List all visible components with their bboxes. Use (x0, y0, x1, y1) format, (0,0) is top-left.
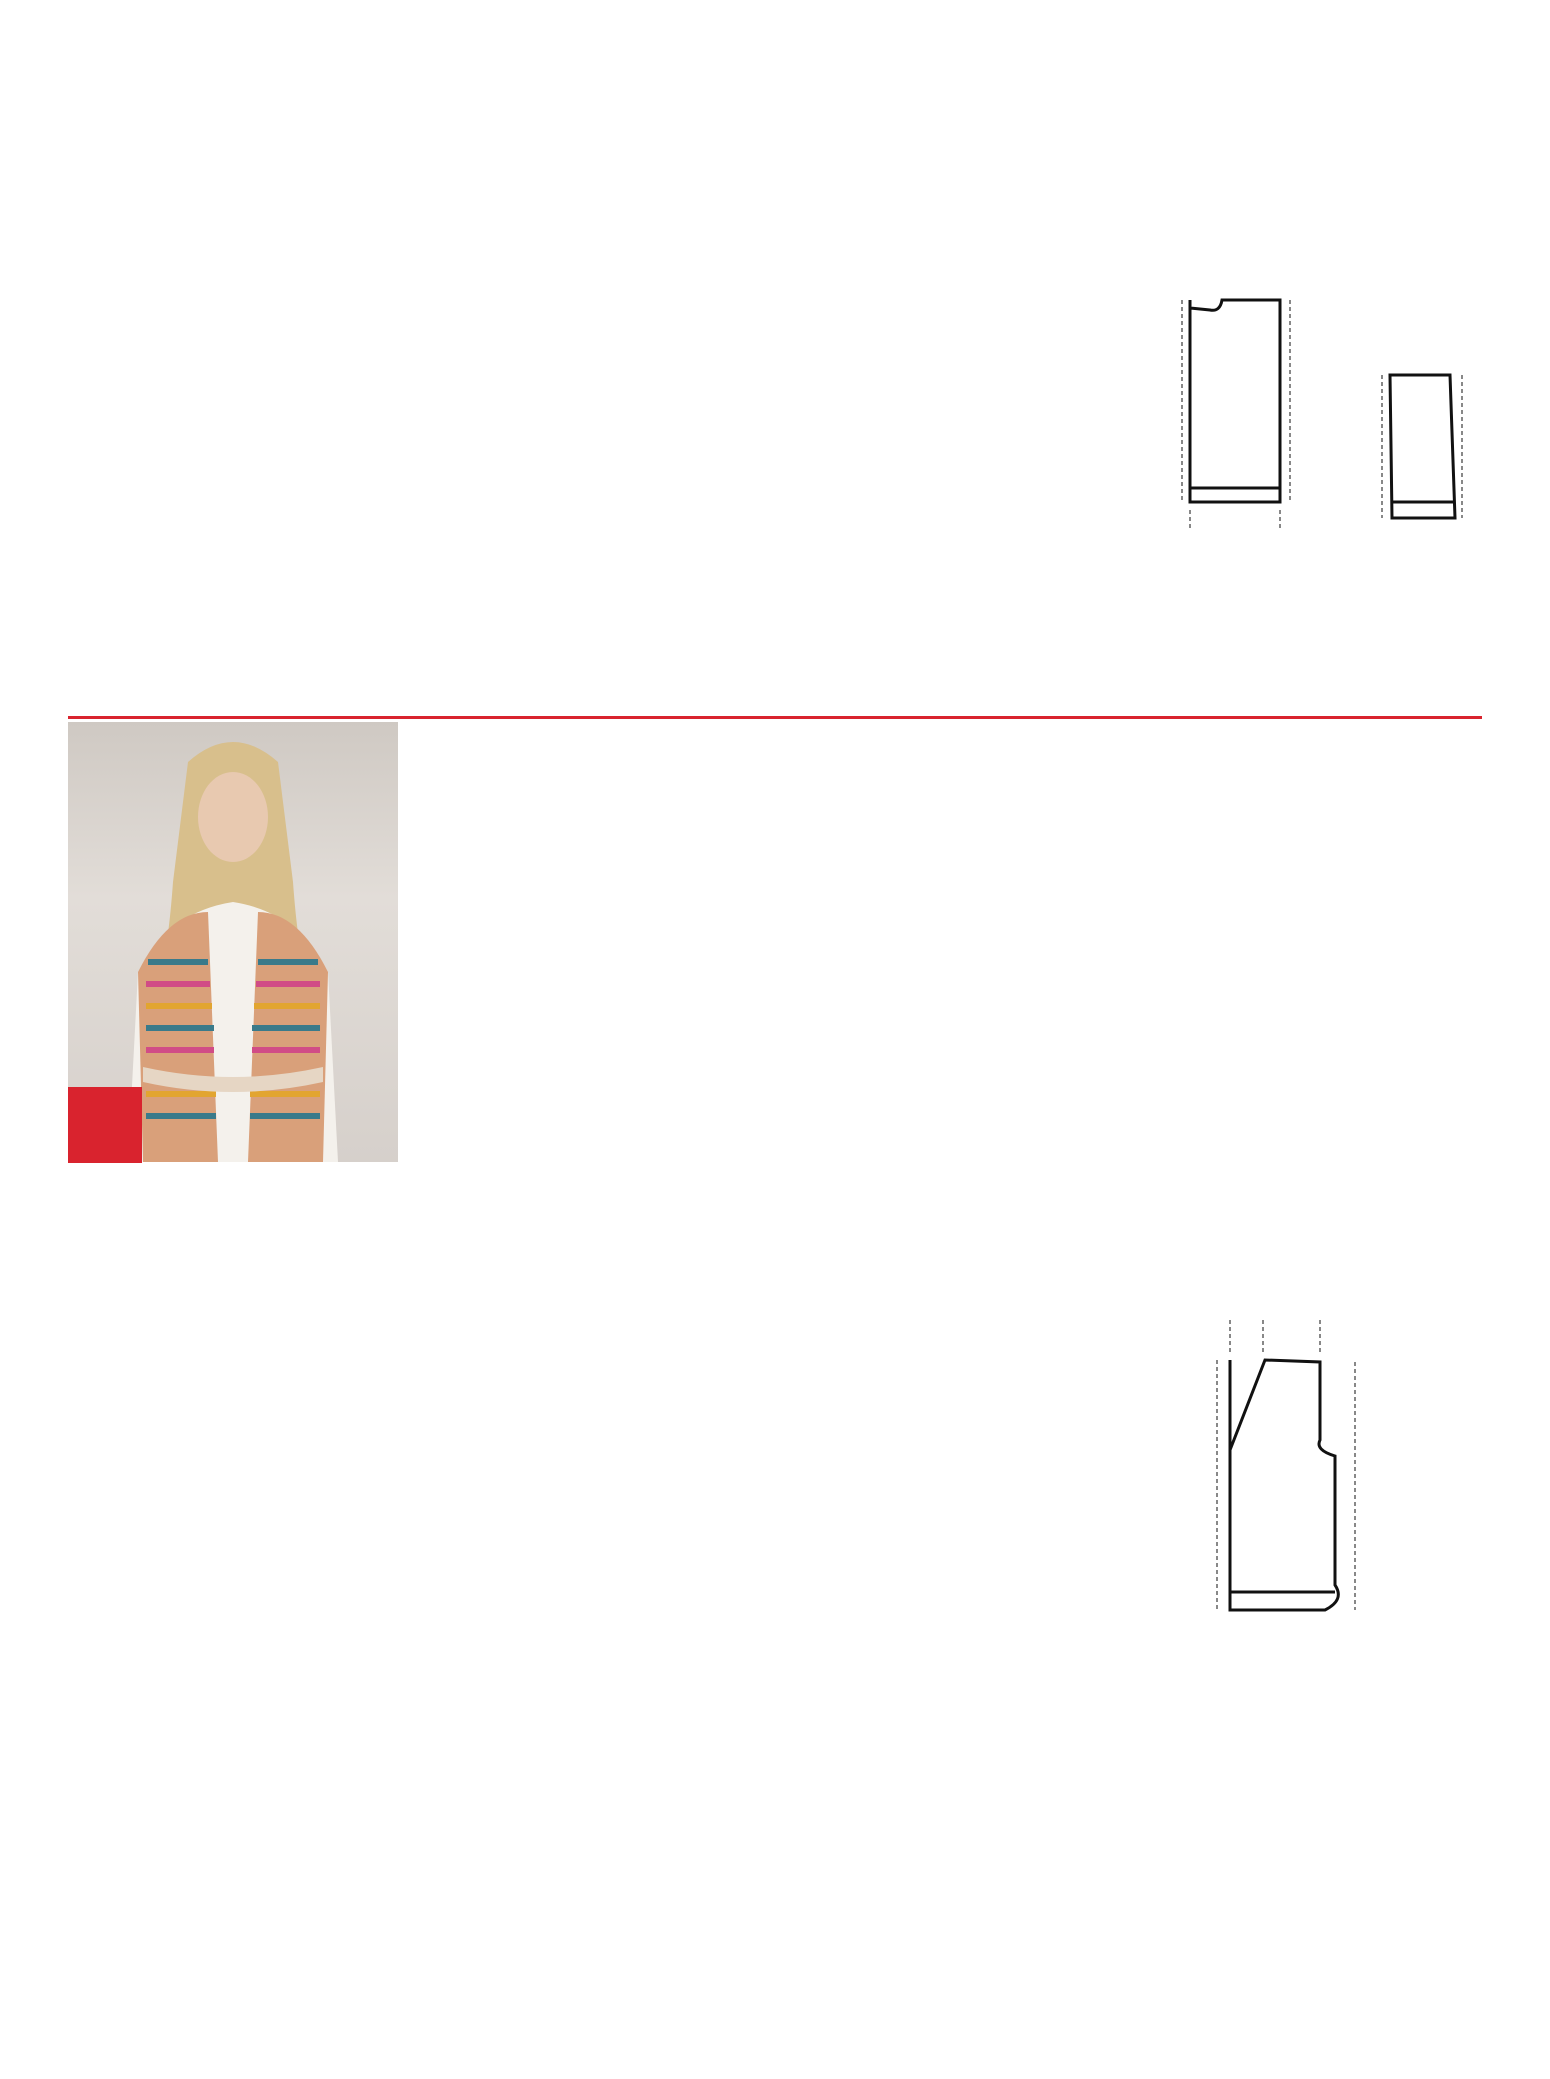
title-rule (68, 716, 1482, 719)
pattern-number-badge (68, 1087, 142, 1163)
vest-schematic (1195, 1300, 1465, 1670)
sweater-schematic (1150, 240, 1520, 600)
knitting-chart (858, 1356, 1058, 1956)
